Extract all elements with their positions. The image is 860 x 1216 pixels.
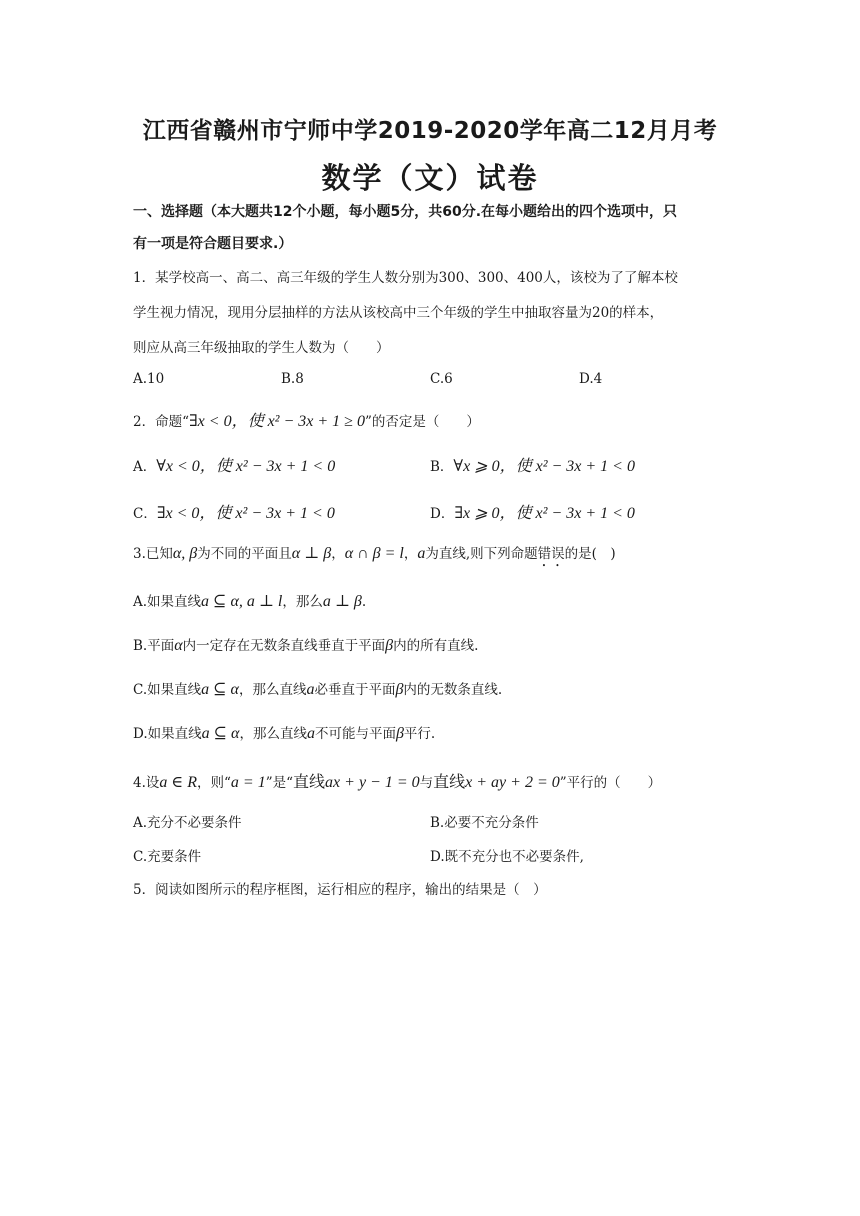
exam-title: 江西省赣州市宁师中学2019-2020学年高二12月月考 [142, 118, 718, 144]
q3-option-d-part: ，那么直线 [239, 726, 307, 742]
q4-option-c: C.充要条件 [133, 849, 202, 865]
q2-option-d-label: D． [430, 506, 455, 522]
q3-option-d-math: a ⊆ α [201, 725, 240, 742]
q3-option-d-part: 不可能与平面 [314, 726, 396, 742]
q1-option-c: C.6 [430, 371, 453, 387]
q3-option-d-part: 平行. [403, 726, 436, 742]
q1-stem-line3: 则应从高三年级抽取的学生人数为（ ） [133, 340, 390, 356]
q4-stem-math: a ∈ R [159, 774, 198, 791]
q3-stem-part: 为不同的平面且 [197, 546, 292, 562]
q3-option-a [133, 590, 366, 611]
q3-stem-part: ， [403, 546, 418, 562]
q1-option-d: D.4 [579, 371, 603, 387]
q3-option-b-math: β [385, 637, 394, 654]
q3-option-c-part: ，那么直线 [238, 682, 307, 698]
q3-option-a-part: . [361, 594, 367, 610]
q2-option-c [133, 500, 335, 523]
q4-option-a: A.充分不必要条件 [133, 815, 242, 831]
q4-stem-math: a = 1 [230, 774, 266, 791]
q4-stem-part: 与 [419, 775, 434, 791]
q2-stem-math: ∃x < 0，使 x² − 3x + 1 ≥ 0 [189, 413, 365, 430]
q3-option-c-math: β [395, 681, 404, 698]
q3-option-b-part: 内的所有直线. [393, 638, 479, 654]
q3-option-c-part: 内的无数条直线. [403, 682, 503, 698]
q3-option-c-math: a [306, 681, 315, 698]
q3-option-c-part: C.如果直线 [133, 682, 202, 698]
q2-stem [133, 408, 480, 431]
q1-stem-line2: 学生视力情况，现用分层抽样的方法从该校高中三个年级的学生中抽取容量为20的样本， [133, 305, 664, 321]
q2-option-a-label: A． [133, 459, 157, 475]
q2-option-b-text: ∀x ⩾ 0，使 x² − 3x + 1 < 0 [453, 458, 635, 475]
exam-subtitle: 数学（文）试卷 [321, 161, 539, 195]
q4-option-d: D.既不充分也不必要条件, [430, 849, 584, 865]
q2-stem-suffix: ”的否定是（ ） [364, 414, 480, 430]
q3-option-c-math: a ⊆ α [201, 681, 239, 698]
q4-stem-part: 4.设 [133, 775, 160, 791]
q3-option-b-part: B.平面 [133, 638, 175, 654]
q2-option-a [133, 453, 335, 476]
q3-option-d-math: a [306, 725, 315, 742]
q2-option-d-text: ∃x ⩾ 0，使 x² − 3x + 1 < 0 [454, 505, 635, 522]
q3-option-a-math: a ⊆ α, a ⊥ l [201, 593, 283, 610]
q3-stem-part: ， [331, 546, 345, 562]
q4-stem-math: ax + y − 1 = 0 [325, 774, 420, 791]
q3-stem-part: 为直线,则下列命题 [425, 546, 538, 562]
q3-stem-math: α ∩ β = l [344, 545, 404, 562]
section-heading-line1: 一、选择题（本大题共12个小题，每小题5分，共60分.在每小题给出的四个选项中，只 [133, 204, 678, 220]
q2-stem-prefix: 2．命题“ [133, 414, 189, 430]
q3-stem-part: 3.已知 [133, 546, 173, 562]
q3-option-a-part: A.如果直线 [133, 594, 202, 610]
q3-stem-part: 的是( ) [564, 546, 616, 562]
q4-stem-part: ”是“ [265, 775, 294, 791]
q4-stem-part: 直线 [433, 774, 466, 791]
q3-option-a-math: a ⊥ β [322, 593, 362, 610]
q4-stem [133, 769, 661, 792]
q3-option-d-part: D.如果直线 [133, 726, 202, 742]
q2-option-a-text: ∀x < 0，使 x² − 3x + 1 < 0 [156, 458, 336, 475]
q3-stem-math: α, β [172, 545, 198, 562]
q3-option-d [133, 722, 435, 743]
q3-option-c [133, 678, 502, 699]
section-heading-line2: 有一项是符合题目要求.） [133, 236, 293, 252]
q2-option-c-label: C． [133, 506, 157, 522]
q4-option-b: B.必要不充分条件 [430, 815, 539, 831]
q2-option-c-text: ∃x < 0，使 x² − 3x + 1 < 0 [156, 505, 335, 522]
q3-option-b-part: 内一定存在无数条直线垂直于平面 [182, 638, 386, 654]
q3-stem-math: a [417, 545, 426, 562]
q3-emphasized-word: 错误 [537, 546, 565, 562]
q3-option-a-part: ，那么 [282, 594, 323, 610]
q2-option-b-label: B． [430, 459, 454, 475]
q1-option-a: A.10 [133, 371, 165, 387]
q4-stem-part: 直线 [293, 774, 326, 791]
q3-option-b-math: α [174, 637, 183, 654]
q2-option-b [430, 453, 635, 476]
q3-option-d-math: β [395, 725, 404, 742]
q1-option-b: B.8 [281, 371, 304, 387]
q5-stem: 5．阅读如图所示的程序框图，运行相应的程序，输出的结果是（ ） [133, 882, 547, 898]
q2-option-d [430, 500, 635, 523]
q4-stem-math: x + ay + 2 = 0 [465, 774, 560, 791]
q4-stem-part: ，则“ [197, 775, 231, 791]
q3-stem [133, 542, 616, 570]
q3-option-c-part: 必垂直于平面 [314, 682, 396, 698]
q3-stem-math: α ⊥ β [291, 545, 332, 562]
q3-option-b [133, 634, 478, 655]
q4-stem-part: ”平行的（ ） [559, 775, 662, 791]
q1-stem-line1: 1．某学校高一、高二、高三年级的学生人数分别为300、300、400人，该校为了了解本校 [133, 270, 678, 286]
